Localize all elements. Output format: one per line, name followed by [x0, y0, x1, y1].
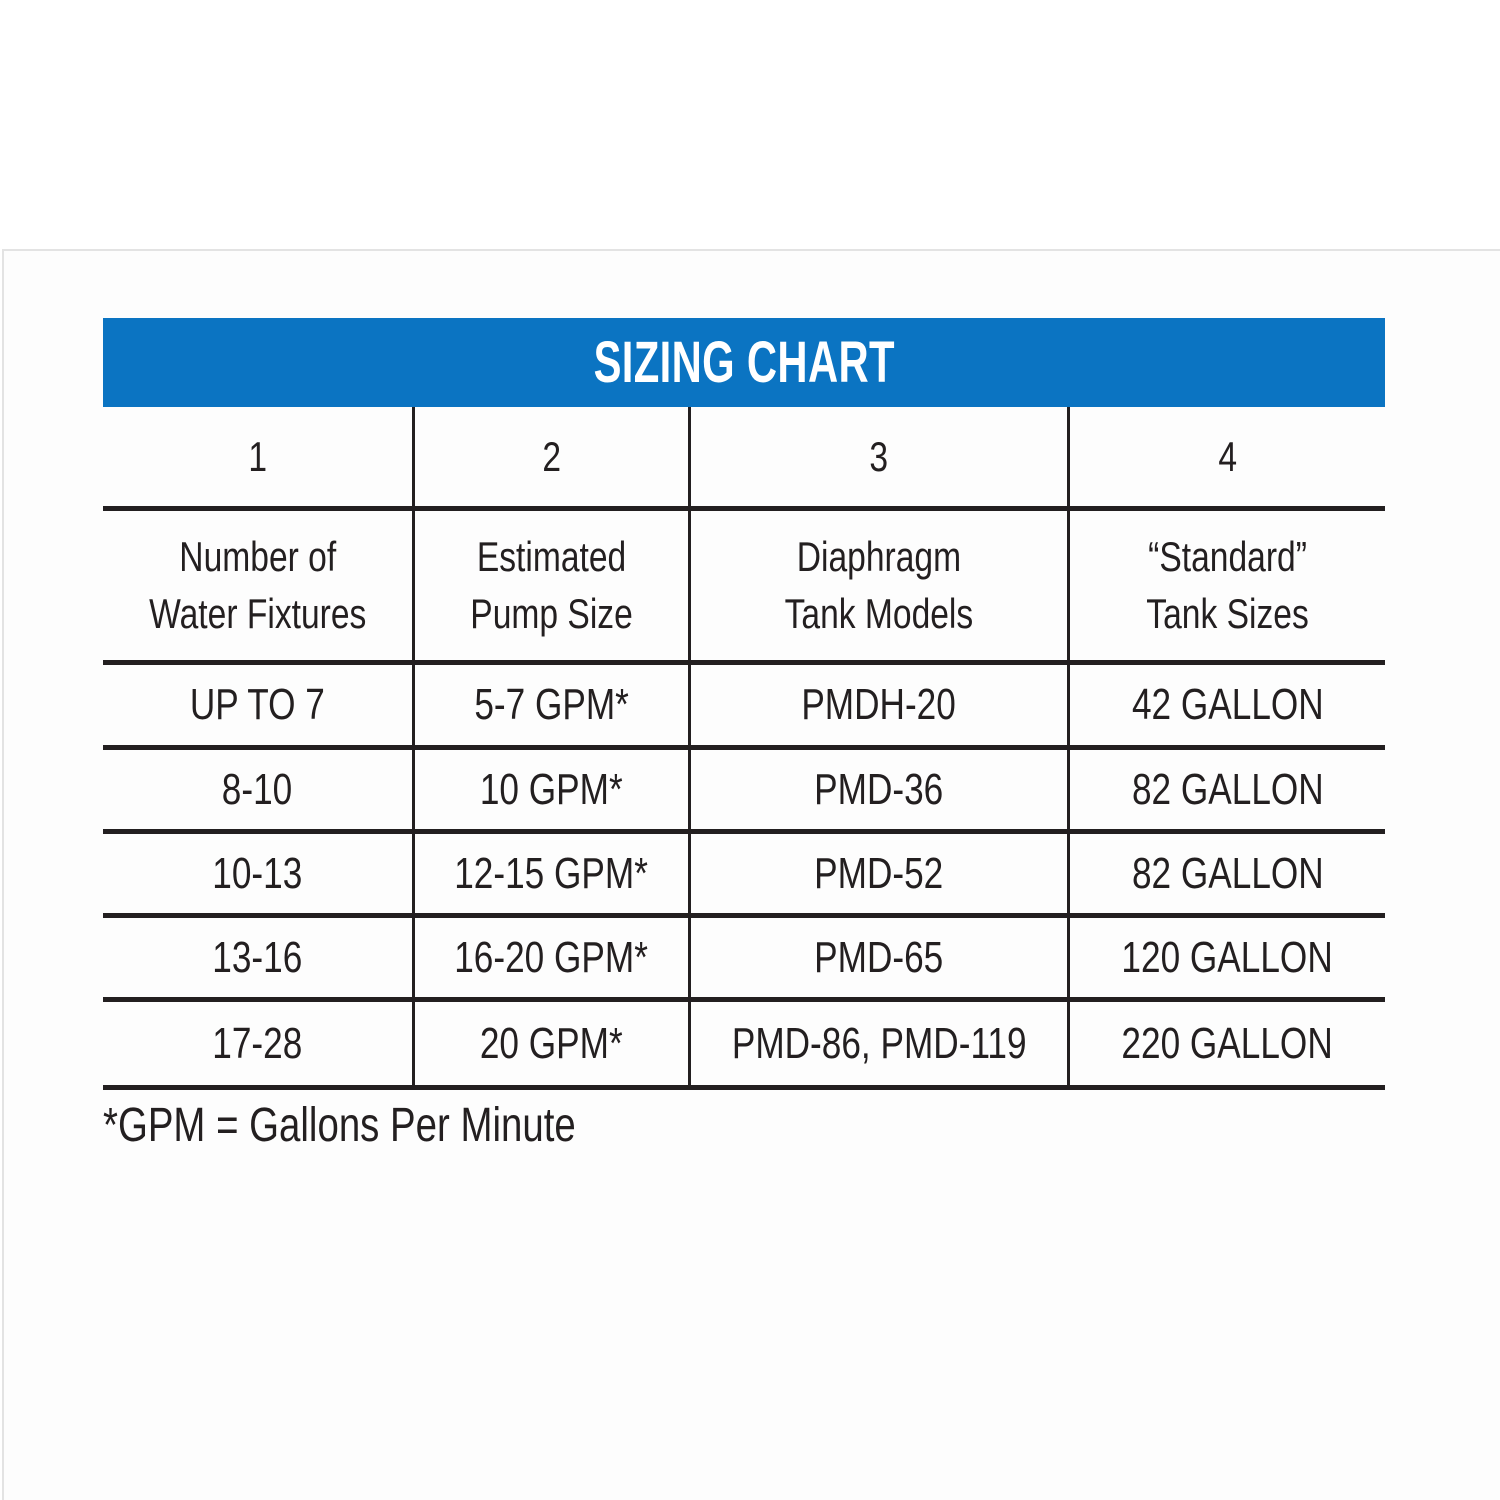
- table-row: [103, 1002, 1385, 1090]
- column-number-4: 4: [1067, 407, 1385, 506]
- cell-fixtures: 17-28: [212, 1018, 303, 1068]
- cell-fixtures: 8-10: [222, 764, 293, 814]
- cell-pump-size: 12-15 GPM*: [412, 834, 688, 913]
- cell-tank-models: PMD-86, PMD-119: [688, 1002, 1067, 1085]
- cell-pump-size: 5-7 GPM*: [412, 665, 688, 745]
- sizing-chart-table: [103, 318, 1385, 1090]
- cell-fixtures: 10-13: [212, 848, 303, 898]
- column-number-row: [103, 407, 1385, 511]
- table-row: [103, 750, 1385, 834]
- cell-fixtures: UP TO 7: [189, 680, 325, 729]
- column-header-tank-sizes: “Standard” Tank Sizes: [1067, 511, 1385, 660]
- cell-tank-models: PMD-36: [688, 750, 1067, 829]
- cell-tank-size: 42 GALLON: [1067, 665, 1385, 745]
- gpm-footnote: *GPM = Gallons Per Minute: [103, 1099, 576, 1152]
- cell-tank-size: 220 GALLON: [1067, 1002, 1385, 1085]
- table-row: [103, 918, 1385, 1002]
- column-number-1: 1: [248, 432, 267, 480]
- cell-pump-size: 16-20 GPM*: [412, 918, 688, 997]
- column-number-3: 3: [688, 407, 1067, 506]
- cell-tank-models: PMD-65: [688, 918, 1067, 997]
- column-header-fixtures: Number of Water Fixtures: [148, 532, 367, 637]
- cell-tank-size: 120 GALLON: [1067, 918, 1385, 997]
- cell-pump-size: 20 GPM*: [412, 1002, 688, 1085]
- cell-fixtures: 13-16: [212, 932, 303, 982]
- cell-tank-size: 82 GALLON: [1067, 750, 1385, 829]
- cell-tank-models: PMD-52: [688, 834, 1067, 913]
- table-row: [103, 834, 1385, 918]
- cell-tank-models: PMDH-20: [688, 665, 1067, 745]
- table-title: SIZING CHART: [593, 330, 895, 395]
- column-header-pump-size: Estimated Pump Size: [412, 511, 688, 660]
- table-title-bar: [103, 318, 1385, 407]
- column-header-tank-models: Diaphragm Tank Models: [688, 511, 1067, 660]
- cell-tank-size: 82 GALLON: [1067, 834, 1385, 913]
- column-number-2: 2: [412, 407, 688, 506]
- table-row: [103, 665, 1385, 750]
- column-header-row: [103, 511, 1385, 665]
- cell-pump-size: 10 GPM*: [412, 750, 688, 829]
